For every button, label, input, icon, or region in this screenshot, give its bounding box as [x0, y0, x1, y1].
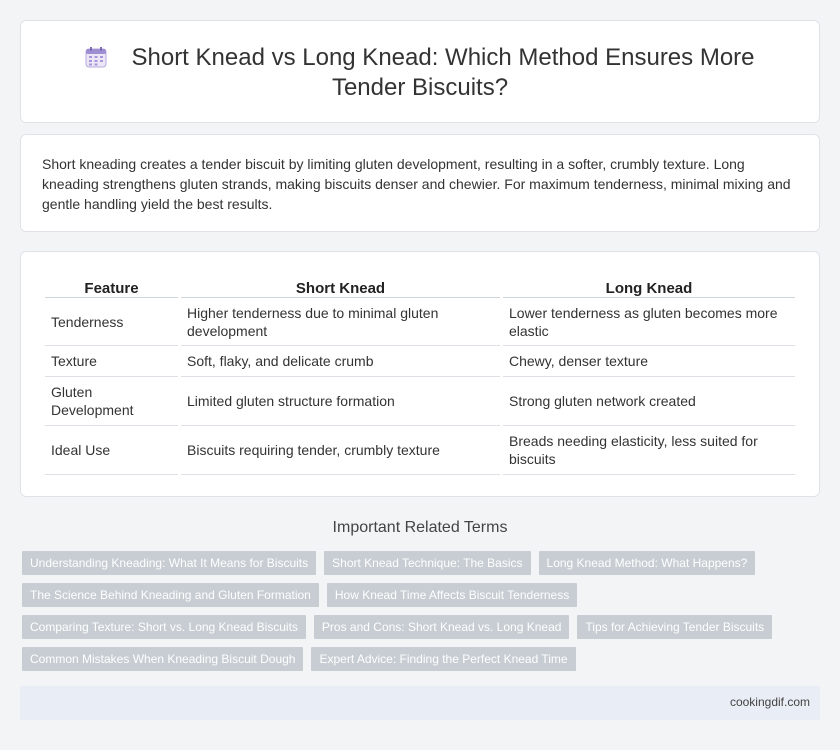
related-tag-link[interactable]: Short Knead Technique: The Basics — [324, 551, 530, 575]
tag-row — [22, 615, 802, 639]
related-tag-link[interactable]: Tips for Achieving Tender Biscuits — [577, 615, 772, 639]
table-cell: Tenderness — [45, 298, 178, 346]
related-terms-heading: Important Related Terms — [332, 519, 508, 536]
table-row — [45, 426, 795, 475]
related-tag-link[interactable]: How Knead Time Affects Biscuit Tenderness — [327, 583, 577, 607]
table-cell: Chewy, denser texture — [503, 346, 795, 377]
header-long-knead: Long Knead — [503, 276, 795, 298]
table-cell: Limited gluten structure formation — [181, 377, 500, 426]
table-cell: Higher tenderness due to minimal gluten development — [181, 298, 500, 346]
footer — [20, 686, 820, 720]
related-tag-link[interactable]: Understanding Kneading: What It Means for Biscuits — [22, 551, 316, 575]
comparison-table — [42, 276, 798, 475]
table-cell: Soft, flaky, and delicate crumb — [181, 346, 500, 377]
related-tag-link[interactable]: Pros and Cons: Short Knead vs. Long Knead — [314, 615, 570, 639]
header-short-knead: Short Knead — [181, 276, 500, 298]
table-header-row — [45, 276, 795, 298]
related-tag-link[interactable]: Expert Advice: Finding the Perfect Knead Time — [311, 647, 575, 671]
title-card — [20, 20, 820, 123]
related-tag-link[interactable]: Long Knead Method: What Happens? — [539, 551, 756, 575]
header-feature: Feature — [45, 276, 178, 298]
table-cell: Gluten Development — [45, 377, 178, 426]
related-tag-link[interactable]: Comparing Texture: Short vs. Long Knead Biscuits — [22, 615, 306, 639]
footer-site-link[interactable]: cookingdif.com — [729, 695, 810, 709]
related-tag-link[interactable]: Common Mistakes When Kneading Biscuit Dough — [22, 647, 303, 671]
table-cell: Ideal Use — [45, 426, 178, 475]
page-title-wrap — [51, 43, 789, 103]
tag-row — [22, 551, 802, 575]
table-cell: Breads needing elasticity, less suited for biscuits — [503, 426, 795, 475]
table-cell: Lower tenderness as gluten becomes more elastic — [503, 298, 795, 346]
related-tag-link[interactable]: The Science Behind Kneading and Gluten Formation — [22, 583, 319, 607]
table-cell: Strong gluten network created — [503, 377, 795, 426]
table-row — [45, 298, 795, 346]
related-tags — [22, 551, 802, 679]
table-row — [45, 377, 795, 426]
tag-row — [22, 647, 802, 671]
tag-row — [22, 583, 802, 607]
comparison-card — [20, 251, 820, 497]
calendar-icon — [85, 46, 107, 68]
summary-text: Short kneading creates a tender biscuit by limiting gluten development, resulting in a softer, crumbly texture. Long kneading strengthens gluten strands, making biscuits denser and chewier. For maximum tenderness, minimal mixing and gentle handling yield the best results. — [42, 156, 791, 212]
page-title: Short Knead vs Long Knead: Which Method Ensures More Tender Biscuits? — [131, 44, 755, 101]
table-row — [45, 346, 795, 377]
summary-card — [20, 134, 820, 232]
table-cell: Texture — [45, 346, 178, 377]
table-cell: Biscuits requiring tender, crumbly texture — [181, 426, 500, 475]
